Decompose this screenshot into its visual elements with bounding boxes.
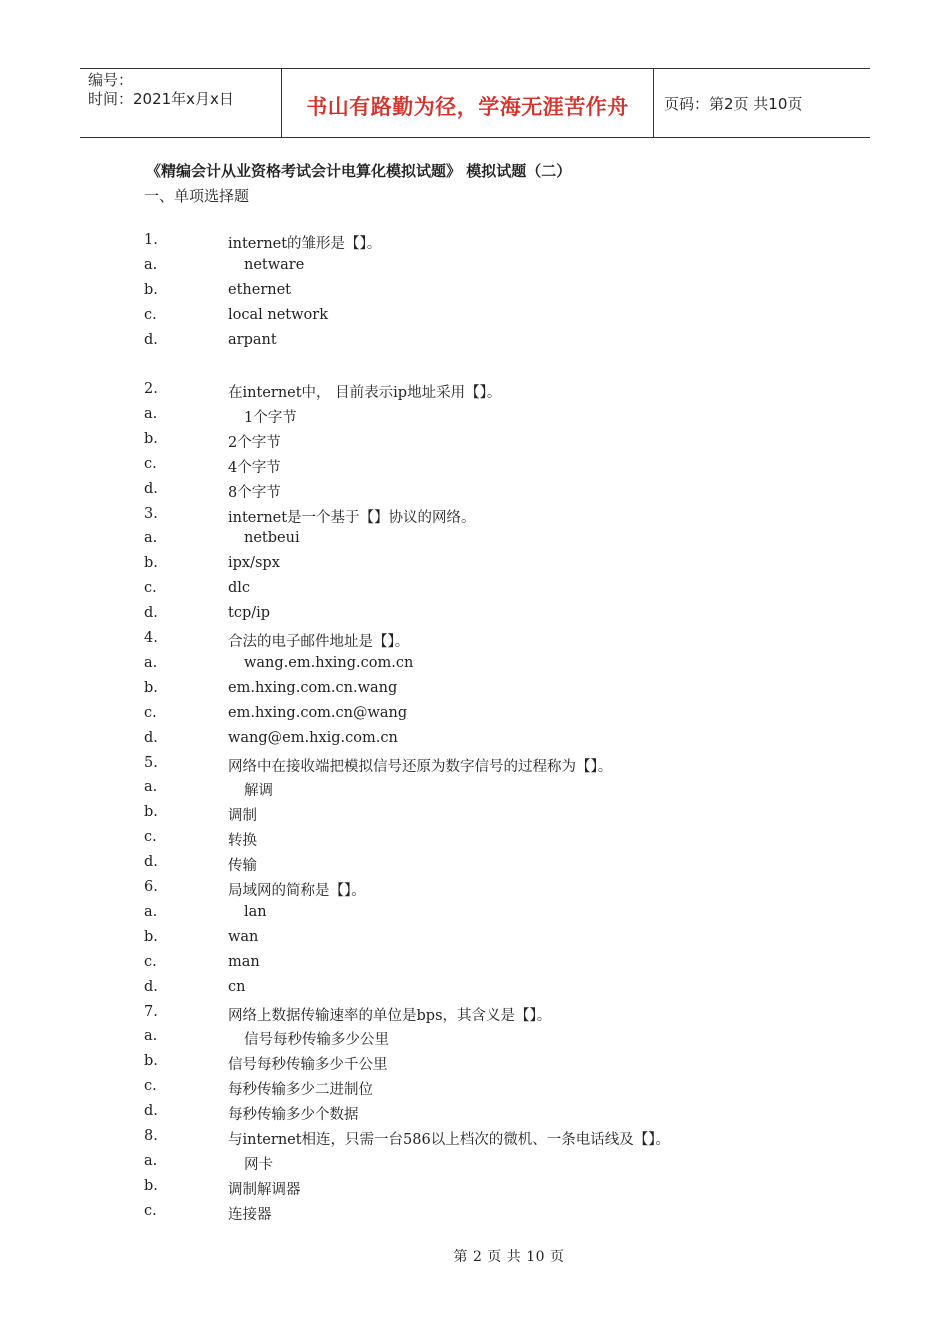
option-text: 信号每秒传输多少千公里 — [228, 1057, 388, 1074]
option-text: 2个字节 — [228, 434, 281, 451]
option-label: c. — [144, 829, 157, 846]
option-text: tcp/ip — [228, 605, 271, 622]
option-text: 调制解调器 — [228, 1181, 301, 1198]
footer-page-number: 第 2 页 共 10 页 — [453, 1249, 565, 1265]
option-label: d. — [144, 1103, 158, 1120]
option-text: 网卡 — [244, 1156, 273, 1173]
option-label: d. — [144, 729, 158, 746]
option-label: d. — [144, 331, 158, 348]
option-label: c. — [144, 953, 157, 970]
option-label: d. — [144, 480, 158, 497]
option-text: 每秒传输多少个数据 — [228, 1107, 359, 1124]
option-text: wang.em.hxing.com.cn — [244, 654, 414, 671]
option-label: a. — [144, 530, 158, 547]
option-text: local network — [228, 306, 328, 323]
option-label: a. — [144, 654, 158, 671]
question-text: 局域网的简称是【】。 — [228, 883, 366, 899]
question-number: 8. — [144, 1128, 158, 1144]
option-text: cn — [228, 978, 246, 995]
date-line: 时间：2021年x月x日 — [88, 90, 234, 108]
option-label: a. — [144, 405, 158, 422]
option-label: d. — [144, 978, 158, 995]
option-text: ipx/spx — [228, 555, 280, 572]
option-text: 信号每秒传输多少公里 — [244, 1032, 389, 1049]
option-text: netbeui — [244, 530, 300, 547]
option-text: 4个字节 — [228, 459, 281, 476]
option-text: 连接器 — [228, 1206, 272, 1223]
option-text: 传输 — [228, 858, 257, 875]
question-number: 5. — [144, 754, 158, 771]
page-footer — [0, 1246, 950, 1266]
option-label: b. — [144, 804, 158, 821]
option-label: d. — [144, 854, 158, 871]
option-text: ethernet — [228, 281, 292, 298]
option-text: 解调 — [244, 783, 273, 800]
option-text: 8个字节 — [228, 484, 281, 501]
question-number: 3. — [144, 505, 158, 522]
header-page-info — [654, 69, 870, 137]
question-number: 2. — [144, 381, 158, 397]
question-text: 在internet中， 目前表示ip地址采用【】。 — [228, 385, 502, 401]
option-text: wan — [228, 928, 259, 945]
option-label: a. — [144, 1028, 158, 1045]
option-label: a. — [144, 779, 158, 796]
option-text: man — [228, 953, 260, 970]
option-label: b. — [144, 1053, 158, 1070]
option-label: a. — [144, 903, 158, 920]
question-text: 与internet相连，只需一台586以上档次的微机、一条电话线及【】。 — [228, 1132, 670, 1148]
question-text: 网络中在接收端把模拟信号还原为数字信号的过程称为【】。 — [228, 758, 613, 775]
option-label: d. — [144, 605, 158, 622]
question-text: 合法的电子邮件地址是【】。 — [228, 634, 410, 650]
question-text: 网络上数据传输速率的单位是bps，其含义是【】。 — [228, 1007, 552, 1024]
option-text: dlc — [228, 580, 251, 597]
option-label: c. — [144, 1202, 157, 1219]
option-text: 转换 — [228, 833, 257, 850]
header-meta — [80, 69, 281, 137]
option-text: em.hxing.com.cn@wang — [228, 704, 408, 721]
question-number: 7. — [144, 1003, 158, 1020]
option-label: c. — [144, 1078, 157, 1095]
option-text: lan — [244, 903, 267, 920]
option-label: b. — [144, 928, 158, 945]
serial-label: 编号： — [88, 71, 134, 89]
option-text: netware — [244, 256, 305, 273]
option-label: c. — [144, 306, 157, 323]
question-number: 4. — [144, 630, 158, 646]
option-text: arpant — [228, 331, 277, 348]
question-text: internet是一个基于【】协议的网络。 — [228, 509, 476, 526]
option-text: 调制 — [228, 808, 257, 825]
option-text: em.hxing.com.cn.wang — [228, 679, 398, 696]
section-heading: 一、单项选择题 — [144, 187, 250, 205]
page-info: 页码：第2页 共10页 — [664, 94, 803, 113]
question-number: 1. — [144, 232, 158, 248]
motto: 书山有路勤为径，学海无涯苦作舟 — [306, 95, 629, 119]
option-text: 每秒传输多少二进制位 — [228, 1082, 373, 1099]
question-text: internet的雏形是【】。 — [228, 236, 382, 252]
option-label: c. — [144, 455, 157, 472]
option-text: 1个字节 — [244, 409, 297, 426]
option-label: b. — [144, 1177, 158, 1194]
option-label: c. — [144, 704, 157, 721]
page-header — [80, 68, 870, 138]
option-label: c. — [144, 580, 157, 597]
question-number: 6. — [144, 879, 158, 895]
option-text: wang@em.hxig.com.cn — [228, 729, 398, 746]
option-label: a. — [144, 1152, 158, 1169]
option-label: a. — [144, 256, 158, 273]
option-label: b. — [144, 555, 158, 572]
option-label: b. — [144, 281, 158, 298]
option-label: b. — [144, 430, 158, 447]
document-title: 《精编会计从业资格考试会计电算化模拟试题》 模拟试题（二） — [146, 162, 572, 180]
option-label: b. — [144, 679, 158, 696]
header-motto-cell — [281, 69, 654, 137]
